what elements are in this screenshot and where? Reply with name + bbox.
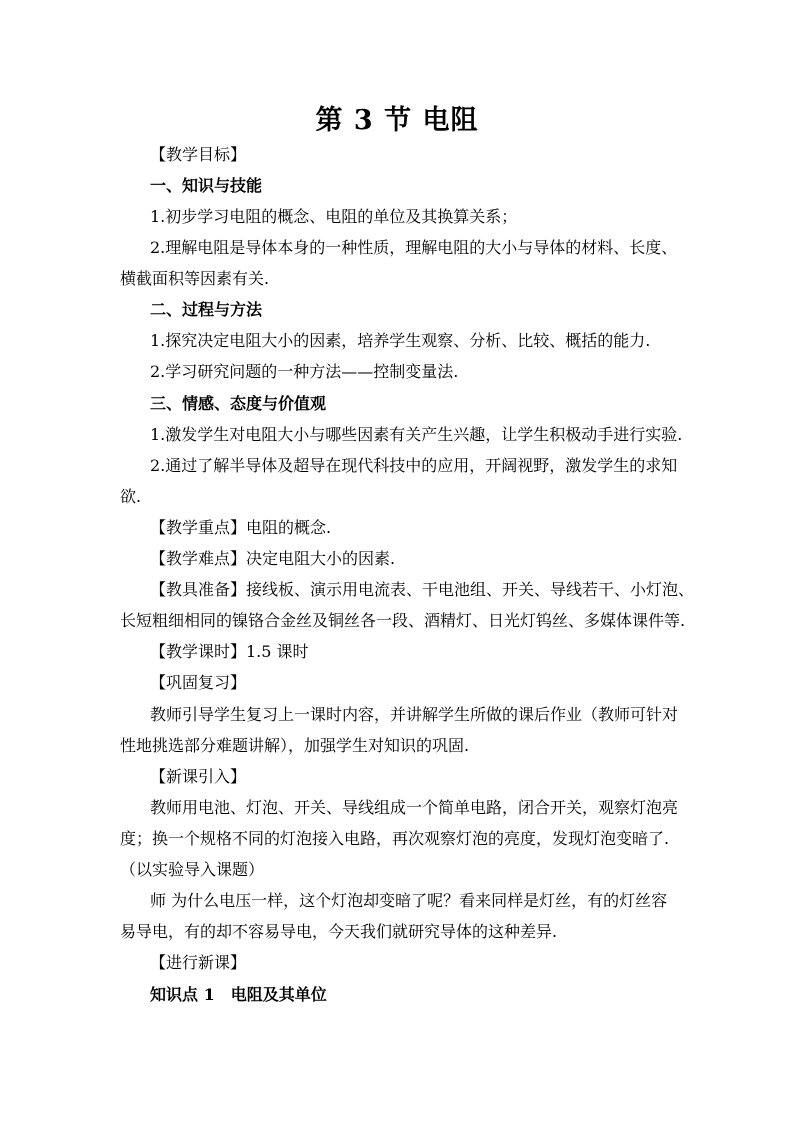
knowledge-point-1: 知识点 1 电阻及其单位 bbox=[150, 985, 327, 1004]
knowledge-item-2-line-1: 2.理解电阻是导体本身的一种性质，理解电阻的大小与导体的材料、长度、 bbox=[150, 238, 678, 257]
emotion-heading: 三、情感、态度与价值观 bbox=[150, 394, 327, 413]
review-line-1: 教师引导学生复习上一课时内容，并讲解学生所做的课后作业（教师可针对 bbox=[150, 705, 679, 724]
emotion-item-1: 1.激发学生对电阻大小与哪些因素有关产生兴趣，让学生积极动手进行实验. bbox=[150, 425, 683, 444]
intro-line-2: 度；换一个规格不同的灯泡接入电路，再次观察灯泡的亮度，发现灯泡变暗了. bbox=[120, 829, 670, 848]
review-line-2: 性地挑选部分难题讲解），加强学生对知识的巩固. bbox=[120, 736, 470, 755]
class-hours: 【教学课时】1.5 课时 bbox=[150, 642, 309, 661]
equipment-line-2: 长短粗细相同的镍铬合金丝及铜丝各一段、酒精灯、日光灯钨丝、多媒体课件等. bbox=[120, 611, 686, 630]
review-heading: 【巩固复习】 bbox=[150, 673, 247, 692]
difficulty: 【教学难点】决定电阻大小的因素. bbox=[150, 549, 396, 568]
equipment-line-1: 【教具准备】接线板、演示用电流表、干电池组、开关、导线若干、小灯泡、 bbox=[150, 580, 695, 599]
knowledge-item-2-line-2: 横截面积等因素有关. bbox=[120, 269, 270, 288]
teaching-goal-heading: 【教学目标】 bbox=[150, 145, 247, 164]
emotion-item-2-line-1: 2.通过了解半导体及超导在现代科技中的应用，开阔视野，激发学生的求知 bbox=[150, 456, 678, 475]
intro-line-3: （以实验导入课题） bbox=[120, 860, 265, 879]
new-lesson-heading: 【进行新课】 bbox=[150, 953, 247, 972]
process-heading: 二、过程与方法 bbox=[150, 300, 263, 319]
intro-line-4: 师 为什么电压一样，这个灯泡却变暗了呢？看来同样是灯丝，有的灯丝容 bbox=[150, 891, 668, 910]
intro-heading: 【新课引入】 bbox=[150, 767, 247, 786]
process-item-2: 2.学习研究问题的一种方法——控制变量法. bbox=[150, 362, 459, 381]
knowledge-heading: 一、知识与技能 bbox=[150, 176, 263, 195]
knowledge-item-1: 1.初步学习电阻的概念、电阻的单位及其换算关系； bbox=[150, 207, 518, 226]
process-item-1: 1.探究决定电阻大小的因素，培养学生观察、分析、比较、概括的能力. bbox=[150, 331, 651, 350]
emotion-item-2-line-2: 欲. bbox=[120, 487, 142, 506]
intro-line-5: 易导电，有的却不容易导电，今天我们就研究导体的这种差异. bbox=[120, 922, 558, 941]
intro-line-1: 教师用电池、灯泡、开关、导线组成一个简单电路，闭合开关，观察灯泡亮 bbox=[150, 798, 679, 817]
key-point: 【教学重点】电阻的概念. bbox=[150, 518, 332, 537]
page-title: 第 3 节 电阻 bbox=[315, 105, 479, 136]
